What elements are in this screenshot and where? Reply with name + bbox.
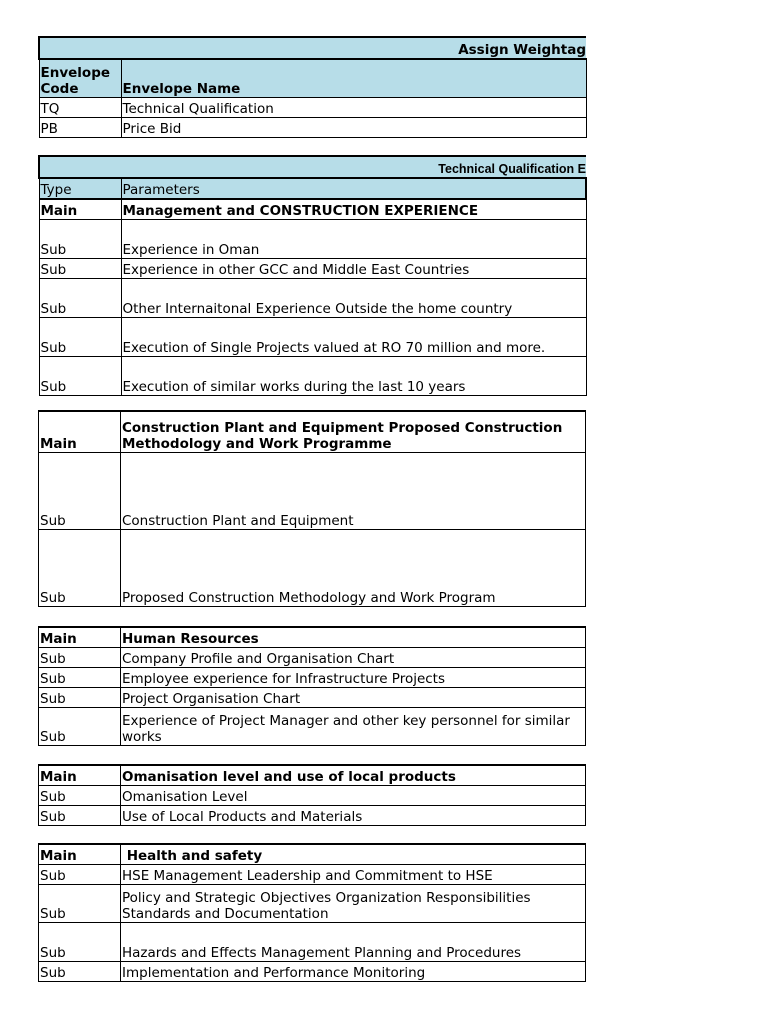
table-row [39,220,586,259]
sub-type-cell[interactable]: Sub [39,668,121,688]
main-row [39,844,586,865]
main-param-cell[interactable]: Omanisation level and use of local products [121,765,586,786]
envelope-name-cell[interactable]: Price Bid [121,118,586,138]
sub-type-cell[interactable]: Sub [39,923,121,962]
main-type-cell[interactable]: Main [39,844,121,865]
sub-param-cell[interactable]: Company Profile and Organisation Chart [121,648,586,668]
sub-type-cell[interactable]: Sub [39,530,121,607]
table-row [39,885,586,923]
sub-type-cell[interactable]: Sub [39,885,121,923]
main-row [39,199,586,220]
main-type-cell[interactable]: Main [39,765,121,786]
sub-param-cell[interactable]: Project Organisation Chart [121,688,586,708]
sub-param-cell[interactable]: Execution of Single Projects valued at RO 70 million and more. [121,318,586,357]
sub-param-cell[interactable]: Proposed Construction Methodology and Work Program [121,530,586,607]
parameters-header[interactable]: Parameters [121,178,586,199]
sub-param-cell[interactable]: Experience in Oman [121,220,586,259]
sub-param-cell[interactable]: Omanisation Level [121,786,586,806]
table-row [39,530,586,607]
table-row [39,279,586,318]
table-row [39,865,586,885]
tq-banner-row [39,156,586,178]
envelope-code-cell[interactable]: TQ [39,98,121,118]
sub-type-cell[interactable]: Sub [39,806,121,826]
sub-type-cell[interactable]: Sub [39,357,121,396]
sub-param-cell[interactable]: Construction Plant and Equipment [121,453,586,530]
table-row [39,98,586,118]
main-param-cell[interactable]: Human Resources [121,627,586,648]
sub-type-cell[interactable]: Sub [39,279,121,318]
table-row [39,923,586,962]
sub-param-cell[interactable]: Use of Local Products and Materials [121,806,586,826]
sub-type-cell[interactable]: Sub [39,318,121,357]
sub-param-cell[interactable]: Experience of Project Manager and other key personnel for similar works [121,708,586,746]
table-row [39,708,586,746]
table-row [39,806,586,826]
sub-param-cell[interactable]: Other Internaitonal Experience Outside the home country [121,279,586,318]
main-param-cell[interactable]: Health and safety [121,844,586,865]
sub-param-cell[interactable]: Experience in other GCC and Middle East Countries [121,259,586,279]
sub-type-cell[interactable]: Sub [39,962,121,982]
main-type-cell[interactable]: Main [39,627,121,648]
tq-table-section-2 [38,410,586,607]
sub-type-cell[interactable]: Sub [39,259,121,279]
tq-table-section-1 [38,155,587,396]
sub-param-cell[interactable]: Execution of similar works during the last 10 years [121,357,586,396]
sub-param-cell[interactable]: Employee experience for Infrastructure Projects [121,668,586,688]
table-row [39,453,586,530]
envelope-code-header[interactable]: Envelope Code [39,59,121,98]
envelope-code-cell[interactable]: PB [39,118,121,138]
sub-type-cell[interactable]: Sub [39,786,121,806]
table-row [39,357,586,396]
table-row [39,259,586,279]
main-row [39,765,586,786]
main-param-cell[interactable]: Construction Plant and Equipment Proposed Construction Methodology and Work Programme [121,411,586,453]
envelope-banner: Assign Weightag [39,37,586,59]
tq-table-section-5 [38,843,586,982]
main-type-cell[interactable]: Main [39,411,121,453]
table-row [39,648,586,668]
envelope-name-header[interactable]: Envelope Name [121,59,586,98]
tq-table-section-3 [38,626,586,746]
envelope-header-row [39,59,586,98]
table-row [39,962,586,982]
sub-type-cell[interactable]: Sub [39,648,121,668]
main-row [39,411,586,453]
sub-param-cell[interactable]: Implementation and Performance Monitoring [121,962,586,982]
sub-type-cell[interactable]: Sub [39,688,121,708]
envelope-table [38,36,587,138]
table-row [39,318,586,357]
table-row [39,118,586,138]
sub-type-cell[interactable]: Sub [39,865,121,885]
envelope-banner-row [39,37,586,59]
sub-type-cell[interactable]: Sub [39,220,121,259]
sub-type-cell[interactable]: Sub [39,708,121,746]
tq-header-row [39,178,586,199]
sub-param-cell[interactable]: Hazards and Effects Management Planning and Procedures [121,923,586,962]
envelope-name-cell[interactable]: Technical Qualification [121,98,586,118]
main-param-cell[interactable]: Management and CONSTRUCTION EXPERIENCE [121,199,586,220]
sub-type-cell[interactable]: Sub [39,453,121,530]
main-type-cell[interactable]: Main [39,199,121,220]
sub-param-cell[interactable]: HSE Management Leadership and Commitment to HSE [121,865,586,885]
tq-table-section-4 [38,764,586,826]
table-row [39,786,586,806]
table-row [39,688,586,708]
table-row [39,668,586,688]
main-row [39,627,586,648]
sub-param-cell[interactable]: Policy and Strategic Objectives Organization Responsibilities Standards and Documentation [121,885,586,923]
tq-banner: Technical Qualification E [39,156,586,178]
type-header[interactable]: Type [39,178,121,199]
